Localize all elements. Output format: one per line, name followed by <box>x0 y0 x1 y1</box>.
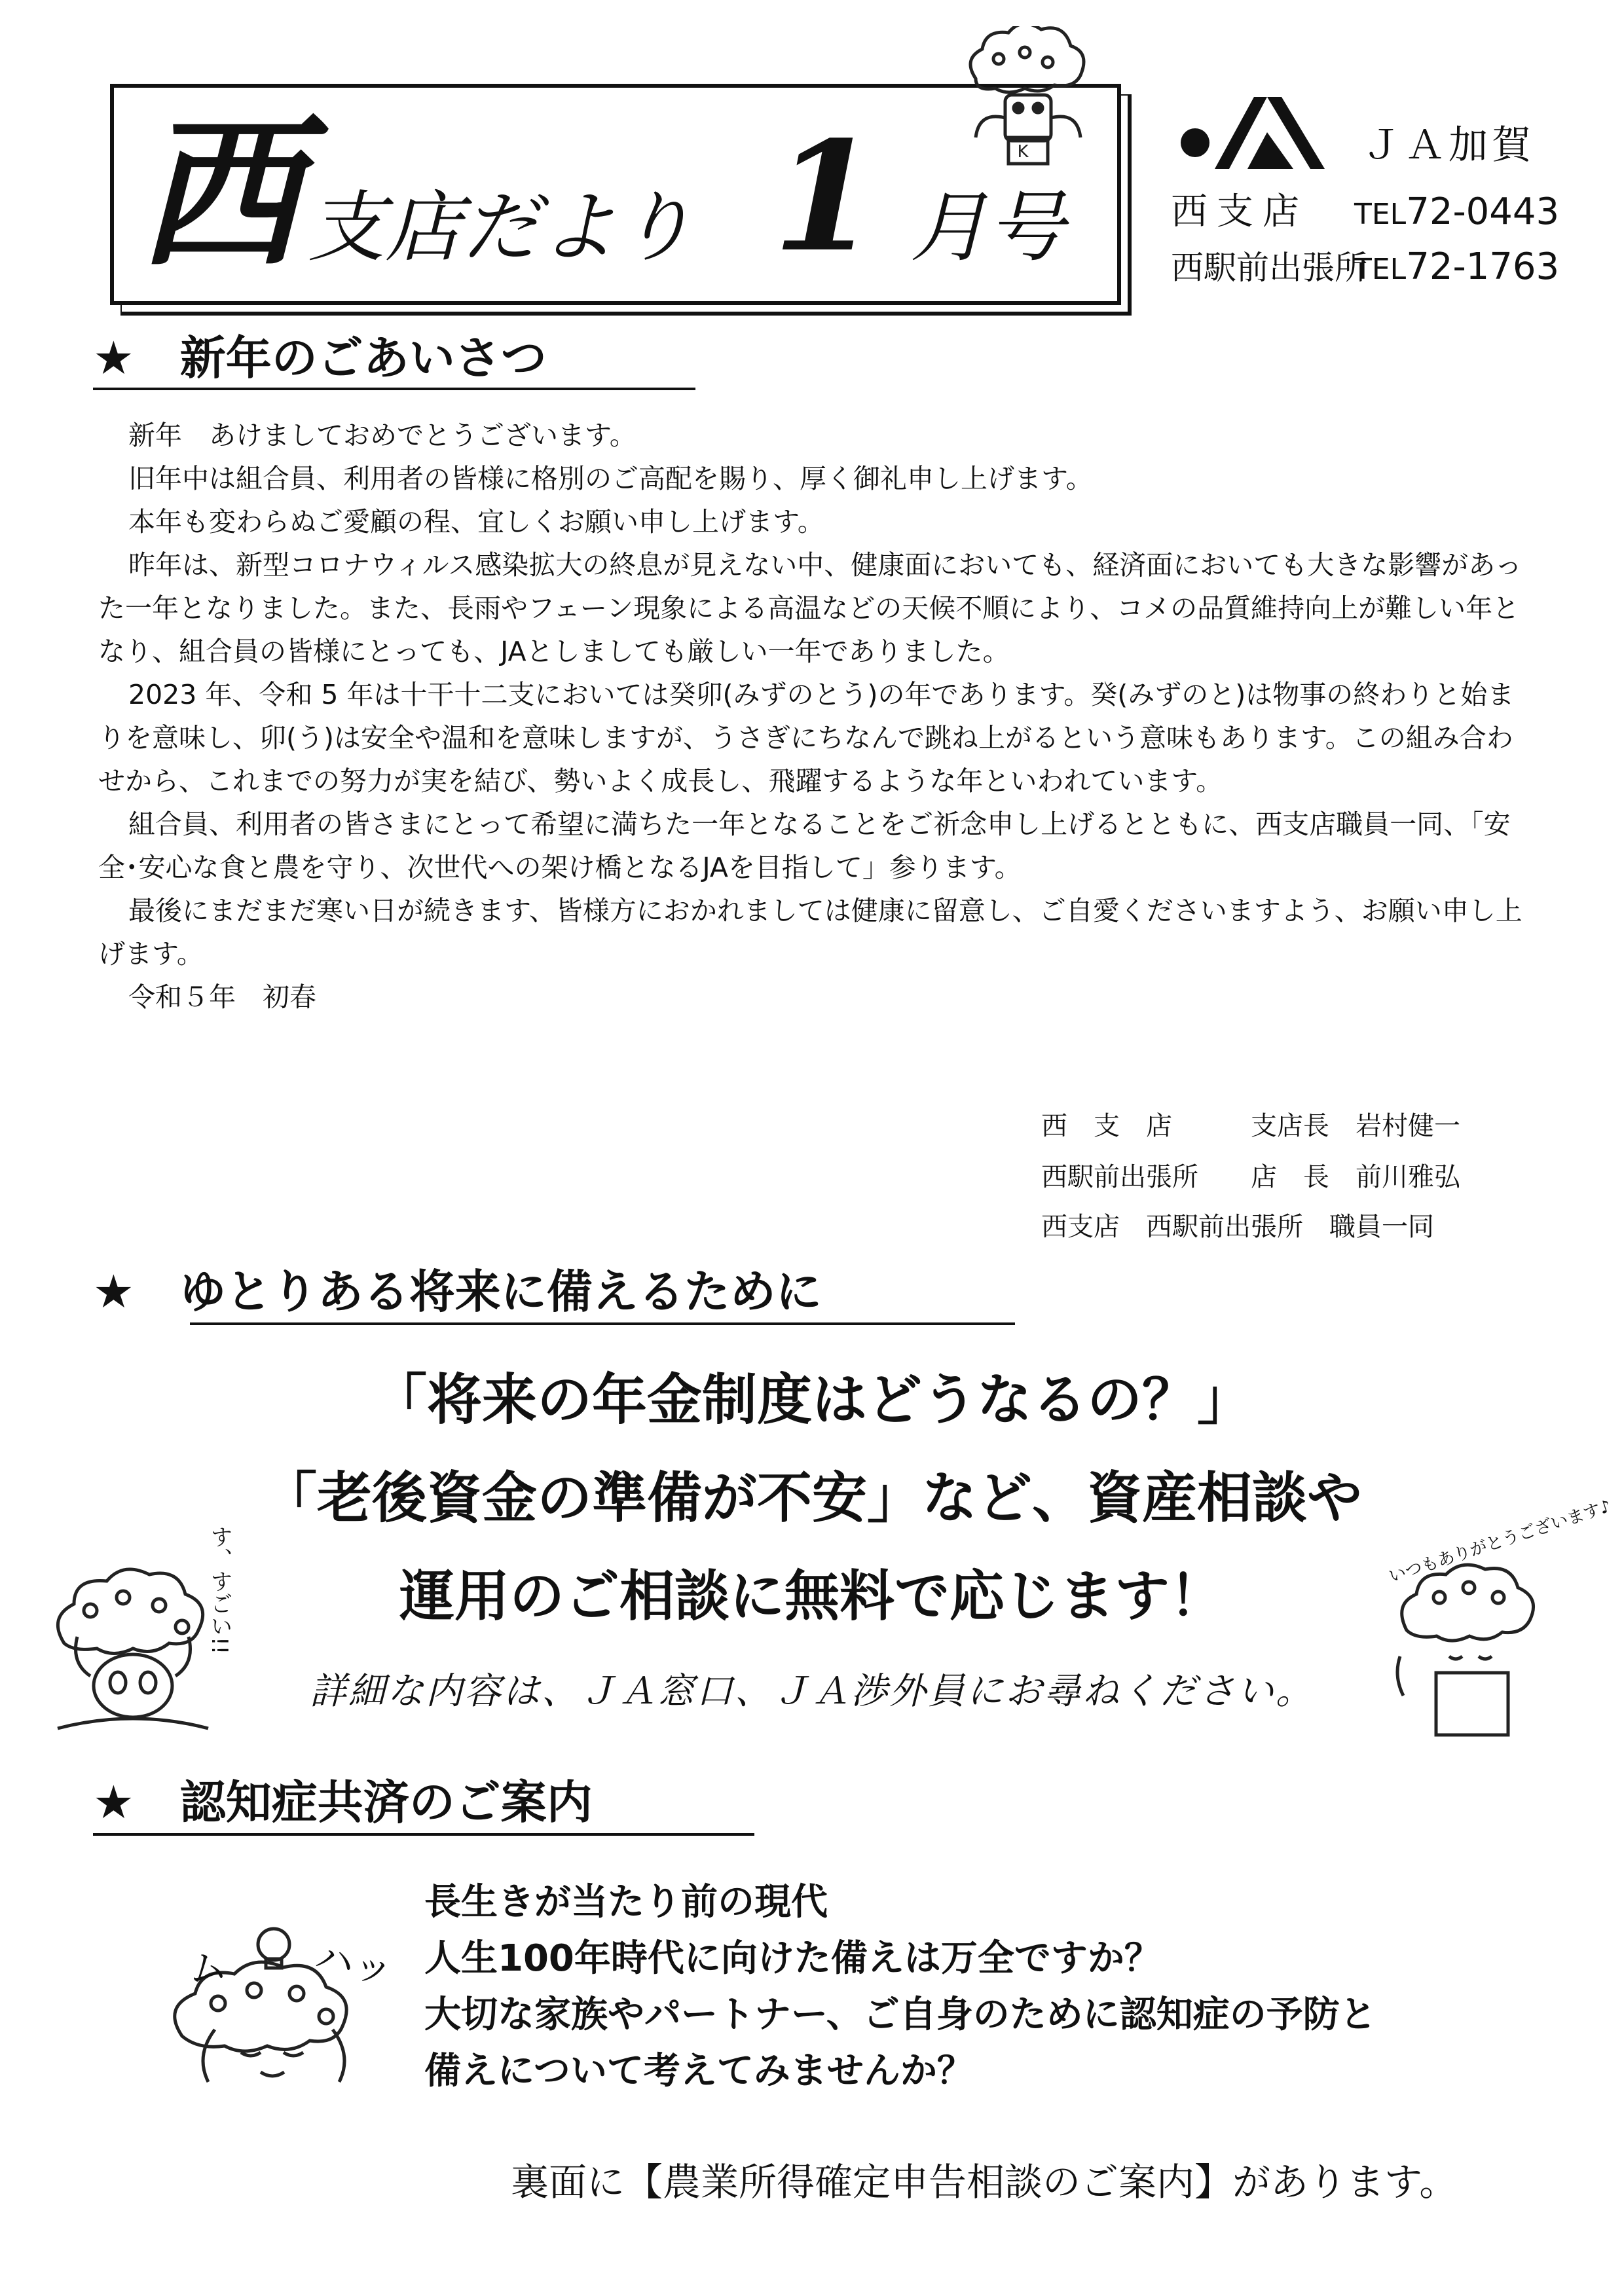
tel-label: TEL <box>1354 198 1407 231</box>
masthead-issue-number: 1 <box>773 109 878 285</box>
pension-line-1: 「将来の年金制度はどうなるの？」 <box>371 1368 1252 1432</box>
tel-number: 72-1763 <box>1406 246 1560 288</box>
insurance-line: 人生100年時代に向けた備えは万全ですか？ <box>424 1937 1161 1980</box>
greeting-paragraph: 新年 あけましておめでとうございます。 <box>128 420 637 451</box>
insurance-heading: ★ 認知症共済のご案内 <box>93 1776 593 1829</box>
tel-number: 72-0443 <box>1406 191 1560 233</box>
greeting-heading-underline <box>93 388 695 390</box>
broccoli-mascot-icon <box>950 26 1100 177</box>
ja-logo-icon <box>1169 92 1326 170</box>
pension-heading-underline <box>190 1322 1015 1325</box>
greeting-heading: ★ 新年のごあいさつ <box>93 331 547 385</box>
mascot-text-mu: ム <box>183 1942 231 1994</box>
signature-line: 西支店 西駅前出張所 職員一同 <box>1041 1212 1434 1242</box>
insurance-line: 備えについて考えてみませんか？ <box>424 2050 974 2092</box>
signature-line: 西駅前出張所 店 長 前川雅弘 <box>1041 1162 1460 1192</box>
pension-note: 詳細な内容は、ＪＡ窓口、ＪＡ渉外員にお尋ねください。 <box>310 1670 1314 1713</box>
mascot-text-ha: ハッ <box>310 1935 397 1994</box>
signature-line: 西 支 店 支店長 岩村健一 <box>1041 1111 1460 1141</box>
branch-tel-west <box>1354 191 1560 233</box>
branch-name-west: 西支店 <box>1171 191 1308 233</box>
branch-tel-station <box>1354 246 1560 288</box>
thanking-mascot-icon <box>1387 1558 1557 1741</box>
greeting-paragraph: 本年も変わらぬご愛顧の程、宜しくお願い申し上げます。 <box>128 506 824 538</box>
org-name: ＪＡ加賀 <box>1362 122 1535 168</box>
insurance-line: 大切な家族やパートナー、ご自身のために認知症の予防と <box>424 1994 1376 2036</box>
pension-heading: ★ ゆとりある将来に備えるために <box>93 1265 822 1319</box>
insurance-line: 長生きが当たり前の現代 <box>424 1881 828 1923</box>
pension-line-2: 「老後資金の準備が不安」など、資産相談や <box>261 1466 1362 1530</box>
insurance-heading-underline <box>93 1833 754 1836</box>
svg-text:K: K <box>1017 142 1029 162</box>
greeting-paragraph: 2023 年、令和 5 年は十干十二支においては癸卯(みずのとう)の年であります。癸(みずのと)は物事の終わりと始まりを意味し、卯(う)は安全や温和を意味しますが、うさぎにちなんで跳ね上がるという意味もあります。この組み合わせから、これまでの努力が実を結び、勢いよく成長し、飛躍するような年といわれています。 <box>98 679 1515 797</box>
masthead-issue-suffix: 月号 <box>910 182 1065 272</box>
masthead-title-char: 西 <box>138 97 301 289</box>
greeting-paragraph: 組合員、利用者の皆さまにとって希望に満ちた一年となることをご祈念申し上げるとともに、西支店職員一同、「安全･安心な食と農を守り、次世代への架け橋となるJAを目指して」参ります。 <box>98 809 1511 883</box>
tel-label: TEL <box>1354 253 1407 286</box>
branch-name-station: 西駅前出張所 <box>1171 249 1367 287</box>
greeting-body <box>98 414 1539 1019</box>
greeting-paragraph: 最後にまだまだ寒い日が続きます、皆様方におかれましては健康に留意し、ご自愛くださいますよう、お願い申し上げます。 <box>98 895 1522 970</box>
greeting-paragraph: 昨年は、新型コロナウィルス感染拡大の終息が見えない中、健康面においても、経済面においても大きな影響があった一年となりました。また、長雨やフェーン現象による高温などの天候不順により、コメの品質維持向上が難しい年となり、組合員の皆様にとっても、JAとしましても厳しい一年でありました。 <box>98 549 1522 667</box>
greeting-date: 令和５年 初春 <box>128 981 316 1013</box>
greeting-paragraph: 旧年中は組合員、利用者の皆様に格別のご高配を賜り、厚く御礼申し上げます。 <box>128 463 1093 494</box>
masthead-title: 支店だより <box>308 182 695 272</box>
reverse-side-note: 裏面に【農業所得確定申告相談のご案内】があります。 <box>511 2160 1458 2204</box>
pension-line-3: 運用のご相談に無料で応じます！ <box>399 1564 1225 1628</box>
mascot-speech-left: す、すごい!! <box>206 1525 232 1655</box>
mascot-speech-right: いつもありがとうございます♪ <box>1386 1496 1614 1587</box>
